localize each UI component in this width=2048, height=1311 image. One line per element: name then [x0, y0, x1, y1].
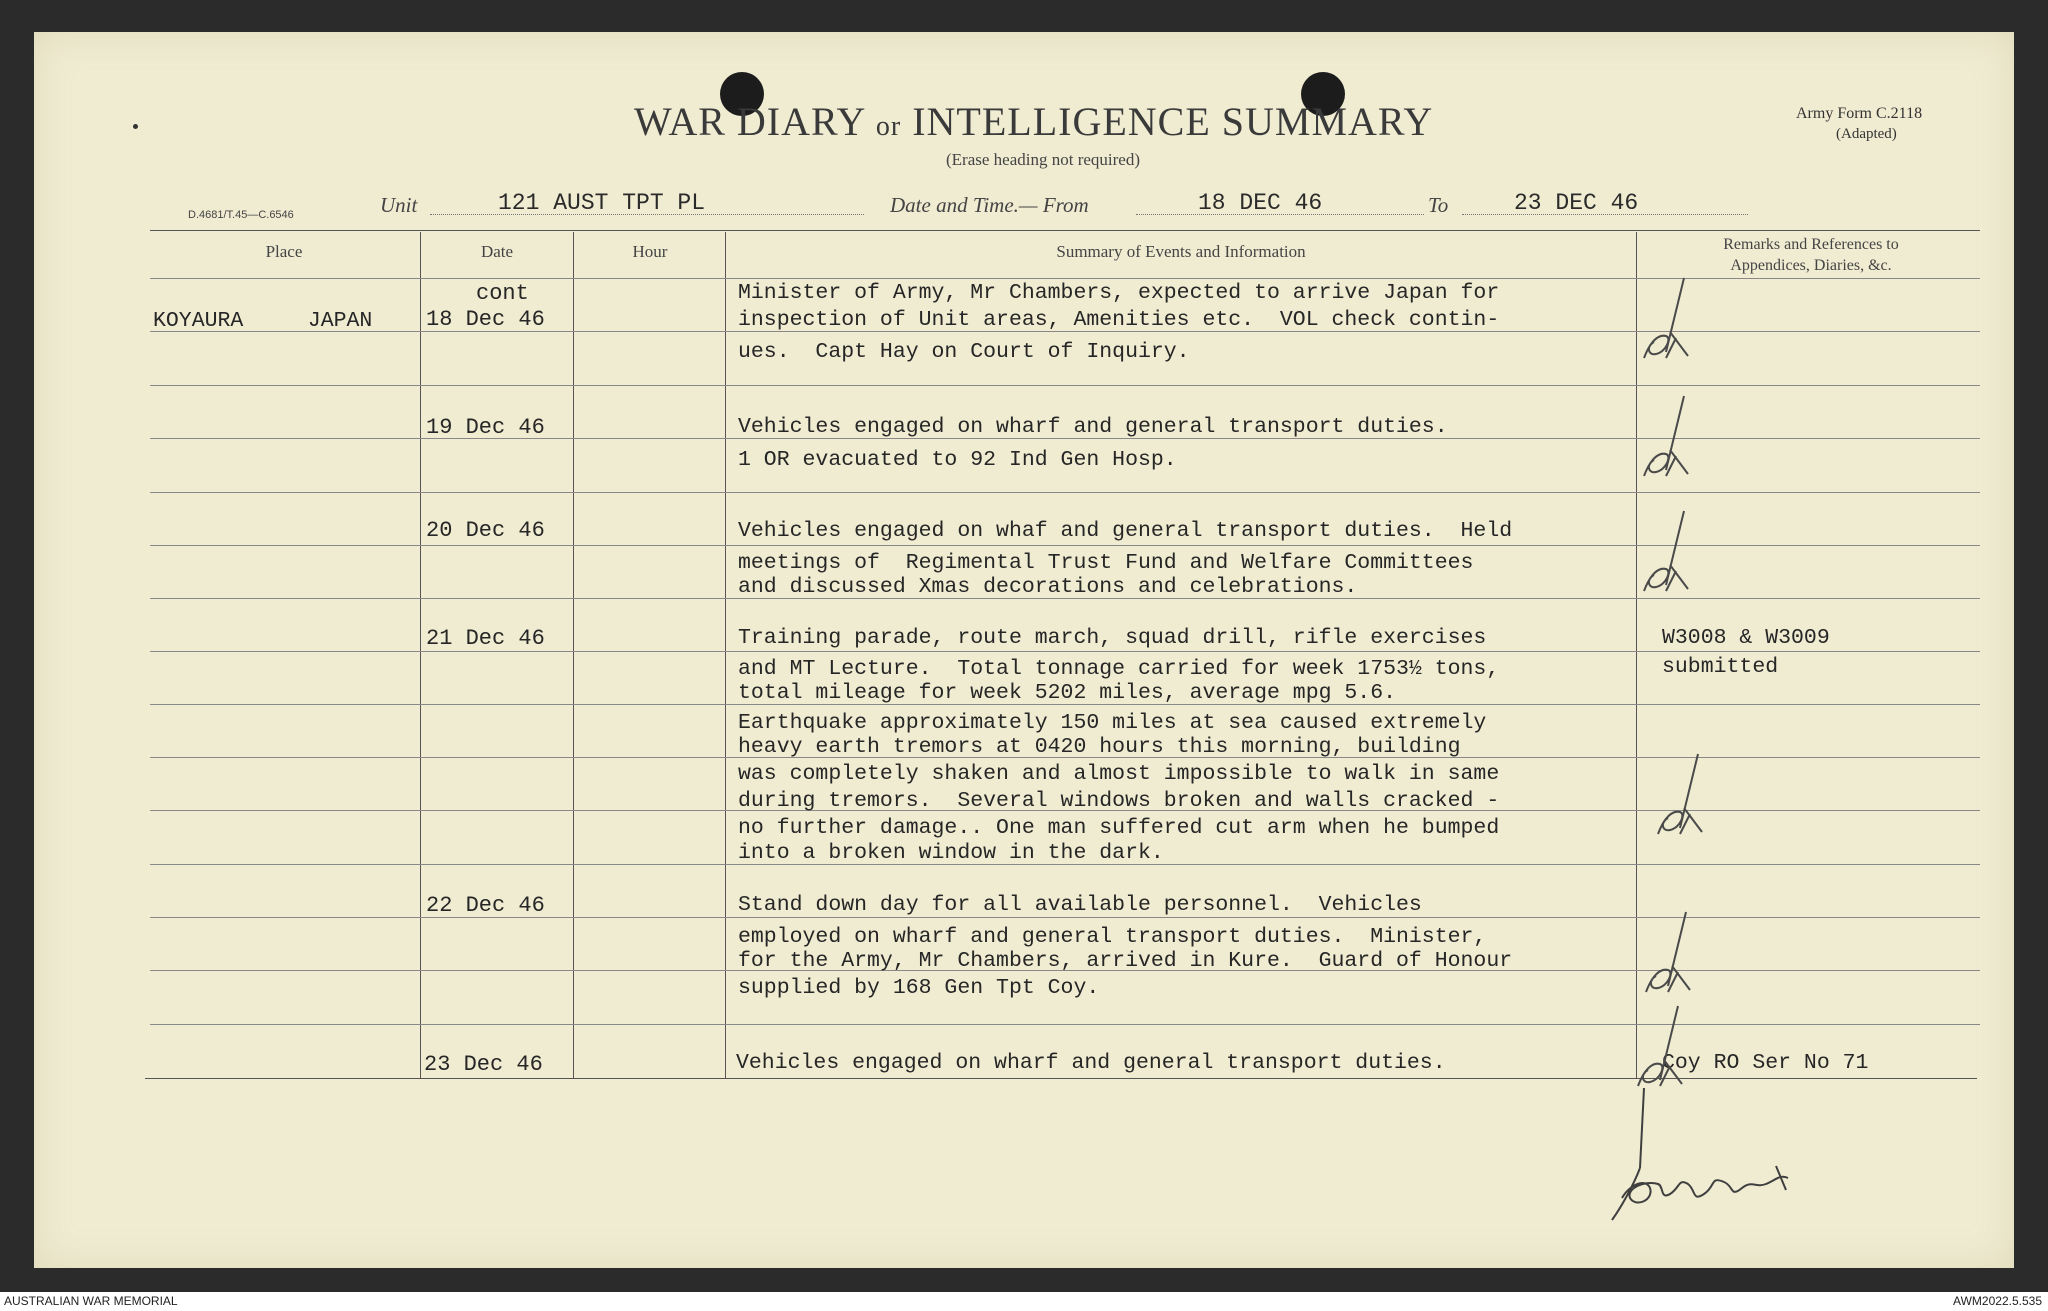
summary-line: Earthquake approximately 150 miles at sea caused extremely — [738, 711, 1487, 735]
initials-mark — [1636, 272, 1696, 368]
archive-footer — [0, 1292, 2048, 1311]
col-head-summary: Summary of Events and Information — [1056, 242, 1306, 261]
summary-line: Vehicles engaged on wharf and general transport duties. — [738, 415, 1448, 439]
date-19-dec: 19 Dec 46 — [426, 415, 545, 440]
remarks-w3008: W3008 & W3009 — [1662, 626, 1830, 650]
date-from-value: 18 DEC 46 — [1198, 190, 1323, 216]
col-head-remarks-line1: Remarks and References to — [1723, 236, 1899, 253]
summary-line: no further damage.. One man suffered cut arm when he bumped — [738, 816, 1500, 840]
remarks-coy-ro: Coy RO Ser No 71 — [1662, 1051, 1869, 1075]
col-head-place: Place — [265, 242, 303, 261]
initials-mark — [1638, 906, 1698, 1002]
col-head-hour: Hour — [632, 242, 668, 261]
title-or: or — [875, 111, 902, 142]
date-18-dec: 18 Dec 46 — [426, 307, 545, 332]
form-title — [634, 98, 1433, 145]
summary-line: Training parade, route march, squad drill, rifle exercises — [738, 626, 1487, 650]
summary-line: Minister of Army, Mr Chambers, expected to arrive Japan for — [738, 281, 1500, 305]
summary-line: and MT Lecture. Total tonnage carried for week 1753½ tons, — [738, 657, 1500, 681]
summary-line: inspection of Unit areas, Amenities etc. VOL check contin- — [738, 308, 1500, 332]
form-adapted: (Adapted) — [1836, 126, 1897, 142]
place-value: KOYAURA JAPAN — [153, 309, 373, 333]
col-divider-hour-summary — [725, 232, 726, 1078]
summary-line: ues. Capt Hay on Court of Inquiry. — [738, 340, 1190, 364]
ruled-line — [150, 1024, 1980, 1025]
archive-id: AWM2022.5.535 — [1953, 1294, 2042, 1308]
col-head-date: Date — [480, 242, 514, 261]
ruled-line — [150, 917, 1980, 918]
col-divider-date-hour — [573, 232, 574, 1078]
col-head-remarks-line2: Appendices, Diaries, &c. — [1730, 257, 1892, 274]
summary-line: for the Army, Mr Chambers, arrived in Kure. Guard of Honour — [738, 949, 1513, 973]
ruled-line — [150, 385, 1980, 386]
summary-line: Stand down day for all available personnel. Vehicles — [738, 893, 1422, 917]
ruled-line — [150, 492, 1980, 493]
col-divider-place-date — [420, 232, 421, 1078]
form-subtitle: (Erase heading not required) — [946, 150, 1140, 169]
form-number: Army Form C.2118 — [1796, 105, 1923, 122]
summary-line: was completely shaken and almost impossible to walk in same — [738, 762, 1500, 786]
initials-mark — [1636, 390, 1696, 486]
ruled-line — [150, 545, 1980, 546]
date-to-value: 23 DEC 46 — [1514, 190, 1639, 216]
summary-line: 1 OR evacuated to 92 Ind Gen Hosp. — [738, 448, 1177, 472]
date-22-dec: 22 Dec 46 — [426, 893, 545, 918]
unit-label: Unit — [380, 193, 418, 217]
summary-line: supplied by 168 Gen Tpt Coy. — [738, 976, 1100, 1000]
ruled-line — [150, 278, 1980, 279]
date-to-label: To — [1428, 193, 1449, 217]
summary-line: during tremors. Several windows broken and walls cracked - — [738, 789, 1500, 813]
date-cont: cont — [476, 281, 529, 306]
summary-line: meetings of Regimental Trust Fund and Welfare Committees — [738, 551, 1474, 575]
summary-line: employed on wharf and general transport duties. Minister, — [738, 925, 1487, 949]
summary-line: heavy earth tremors at 0420 hours this morning, building — [738, 735, 1461, 759]
summary-line: and discussed Xmas decorations and celebrations. — [738, 575, 1358, 599]
initials-mark — [1630, 1000, 1690, 1096]
date-from-label: Date and Time.— From — [890, 193, 1089, 217]
handwritten-signature — [1600, 1088, 1810, 1228]
col-head-remarks — [1646, 234, 1976, 276]
initials-mark — [1636, 505, 1696, 601]
title-war-diary: WAR DIARY — [634, 99, 865, 144]
table-bottom-rule — [145, 1078, 1977, 1079]
archive-name: AUSTRALIAN WAR MEMORIAL — [4, 1294, 178, 1308]
title-intelligence-summary: INTELLIGENCE SUMMARY — [912, 99, 1434, 144]
summary-line: Vehicles engaged on whaf and general transport duties. Held — [738, 519, 1513, 543]
date-21-dec: 21 Dec 46 — [426, 626, 545, 651]
summary-line: into a broken window in the dark. — [738, 841, 1164, 865]
print-code: D.4681/T.45—C.6546 — [188, 209, 294, 221]
date-23-dec: 23 Dec 46 — [424, 1052, 543, 1077]
unit-value: 121 AUST TPT PL — [498, 190, 706, 216]
summary-line: total mileage for week 5202 miles, average mpg 5.6. — [738, 681, 1397, 705]
initials-mark — [1650, 748, 1710, 844]
remarks-submitted: submitted — [1662, 655, 1779, 679]
summary-line: Vehicles engaged on wharf and general transport duties. — [736, 1051, 1446, 1075]
paper-speck — [133, 124, 138, 129]
table-top-rule — [150, 230, 1980, 231]
date-20-dec: 20 Dec 46 — [426, 518, 545, 543]
ruled-line — [150, 651, 1980, 652]
